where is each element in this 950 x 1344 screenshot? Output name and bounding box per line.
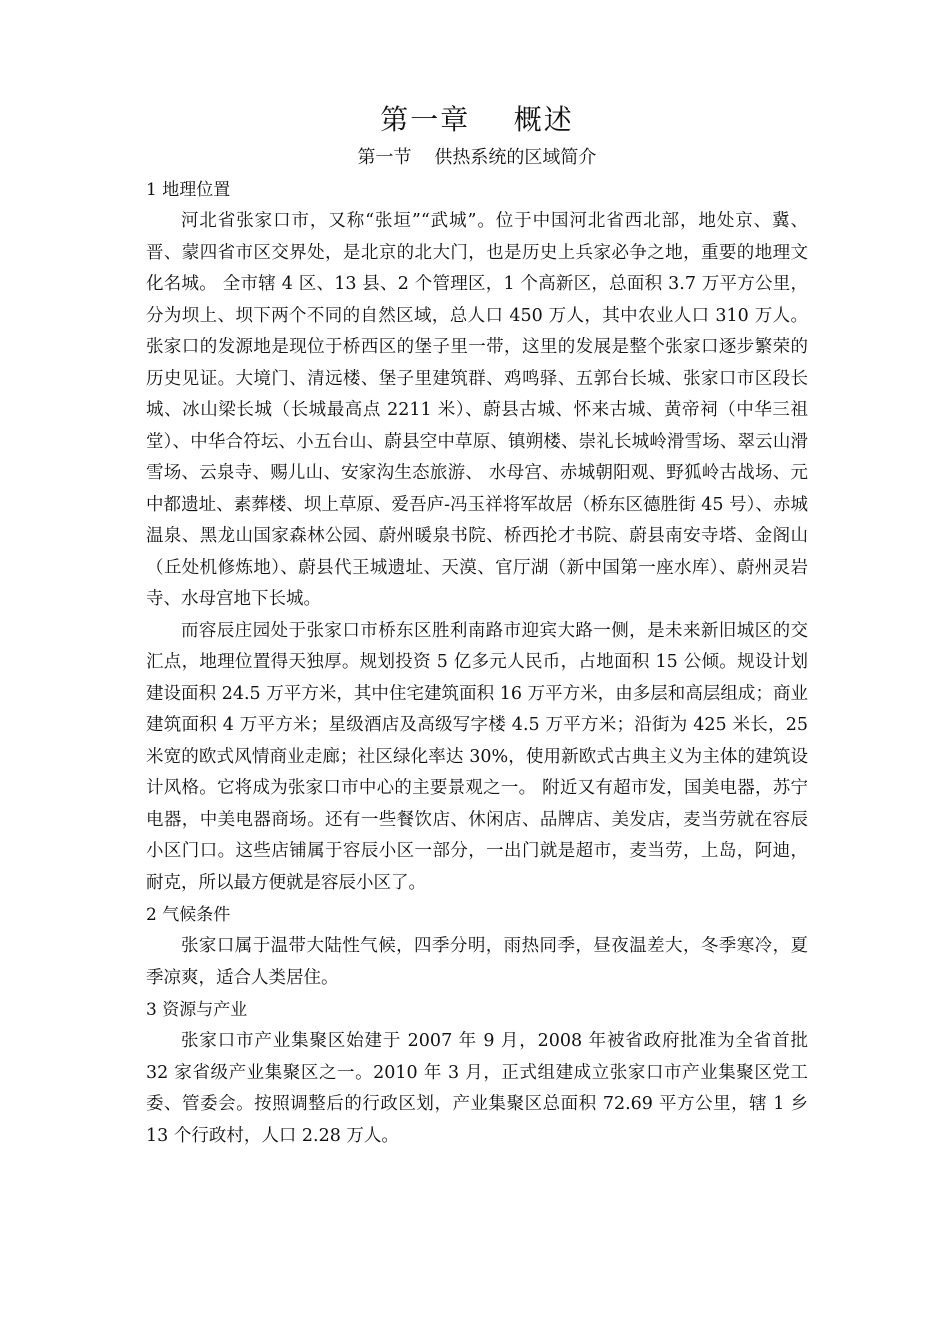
subheading-climate: 2 气候条件 <box>146 905 231 925</box>
section-resources-industry <box>146 994 808 1152</box>
section-geography <box>146 174 808 899</box>
paragraph-industrial-cluster: 张家口市产业集聚区始建于 2007 年 9 月，2008 年被省政府批准为全省首批 32 家省级产业集聚区之一。2010 年 3 月，正式组建成立张家口市产业集聚区党工委、管委会。按照调整后的行政区划，产业集聚区总面积 72.69 平方公里，辖 1 乡 13 个行政村，人口 2.28 万人。 <box>146 1031 808 1146</box>
section-climate <box>146 899 808 994</box>
chapter-title: 第一章 概述 <box>380 103 574 136</box>
paragraph-rongchen-estate: 而容辰庄园处于张家口市桥东区胜利南路市迎宾大路一侧，是未来新旧城区的交汇点，地理位置得天独厚。规划投资 5 亿多元人民币，占地面积 15 公倾。规设计划建设面积 24.5 万平方米，其中住宅建筑面积 16 万平方米，由多层和高层组成；商业建筑面积 4 万平方米；星级酒店及高级写字楼 4.5 万平方米；沿街为 425 米长，25 米宽的欧式风情商业走廊；社区绿化率达 30%，使用新欧式古典主义为主体的建筑设计风格。它将成为张家口市中心的主要景观之一。 附近又有超市发，国美电器，苏宁电器，中美电器商场。还有一些餐饮店、休闲店、品牌店、美发店，麦当劳就在容辰小区门口。这些店铺属于容辰小区一部分，一出门就是超市，麦当劳，上岛，阿迪，耐克，所以最方便就是容辰小区了。 <box>146 620 808 893</box>
paragraph-climate: 张家口属于温带大陆性气候，四季分明，雨热同季，昼夜温差大，冬季寒冷，夏季凉爽，适合人类居住。 <box>146 936 808 988</box>
paragraph-geography-overview: 河北省张家口市，又称“张垣”“武城”。位于中国河北省西北部，地处京、冀、晋、蒙四省市区交界处，是北京的北大门，也是历史上兵家必争之地，重要的地理文化名城。 全市辖 4 区、13 县、2 个管理区，1 个高新区，总面积 3.7 万平方公里，分为坝上、坝下两个不同的自然区域，总人口 450 万人，其中农业人口 310 万人。张家口的发源地是现位于桥西区的堡子里一带，这里的发展是整个张家口逐步繁荣的历史见证。大境门、清远楼、堡子里建筑群、鸡鸣驿、五郭台长城、张家口市区段长城、冰山梁长城（长城最高点 2211 米）、蔚县古城、怀来古城、黄帝祠（中华三祖堂）、中华合符坛、小五台山、蔚县空中草原、镇朔楼、崇礼长城岭滑雪场、翠云山滑雪场、云泉寺、赐儿山、安家沟生态旅游、 水母宫、赤城朝阳观、野狐岭古战场、元中都遗址、素葬楼、坝上草原、爱吾庐-冯玉祥将军故居（桥东区德胜街 45 号）、赤城温泉、黑龙山国家森林公园、蔚州暖泉书院、桥西抡才书院、蔚县南安寺塔、金阁山（丘处机修炼地）、蔚县代王城遗址、天漠、官厅湖（新中国第一座水库）、蔚州灵岩寺、水母宫地下长城。 <box>146 211 808 609</box>
subheading-geography: 1 地理位置 <box>146 180 231 200</box>
document-page <box>146 100 808 1152</box>
subheading-resources-industry: 3 资源与产业 <box>146 1000 248 1020</box>
section-title: 第一节 供热系统的区域简介 <box>357 147 597 168</box>
